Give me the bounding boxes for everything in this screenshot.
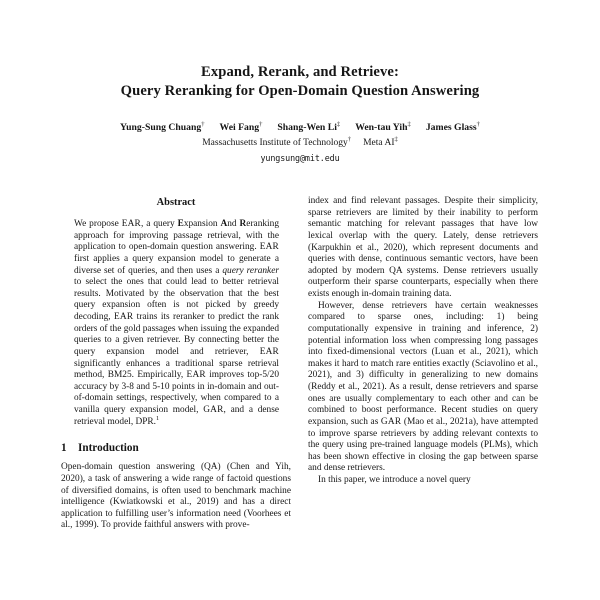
- affiliation-list: [0, 137, 600, 150]
- term-smallcaps: EAR: [259, 346, 279, 357]
- intro-paragraph-1: Open-domain question answering (QA) (Chen and Yih, 2020), a task of answering a wide range of factoid questions of diversified domains, is often used to benchmark machine intelligence (Kwiatkowski et al., 2019) and has a direct application to fulfilling user’s information need (Voorhees et al., 1999). To provide faithful answers with prove-: [61, 462, 291, 531]
- section-heading-introduction: [61, 441, 291, 455]
- author-list: [0, 121, 600, 134]
- author-affiliation-marker: ‡: [407, 120, 411, 128]
- term-smallcaps: GAR: [380, 416, 402, 427]
- term-smallcaps: EAR: [113, 312, 134, 322]
- term-smallcaps: EAR: [259, 242, 279, 253]
- contact-email: yungsung@mit.edu: [260, 153, 340, 163]
- author-affiliation-marker: †: [259, 120, 263, 128]
- term-smallcaps: EAR: [121, 219, 141, 229]
- author-affiliation-marker: †: [201, 120, 205, 128]
- author-2: Wei Fang†: [219, 120, 263, 133]
- author-1: Yung-Sung Chuang†: [120, 120, 205, 133]
- intro-paragraph-weaknesses: However, dense retrievers have certain weaknesses compared to sparse ones, including: 1) being computationally expensive in training and inference, 2) potential information loss when compressing long passages into fixed-dimensional vectors (Luan et al., 2021), which makes it hard to match rare entities exactly (Sciavolino et al., 2021), and 3) difficulty in generalizing to new domains (Reddy et al., 2021). As a result, dense retrievers and sparse ones are usually complementary to each other and can be combined to boost performance. Recent studies on query expansion, such as GAR (Mao et al., 2021a), have attempted to improve sparse retrievers by adding relevant contexts to the query using pre-trained language models (PLMs), which has been shown effective in closing the gap between sparse and dense retrievers.: [308, 300, 538, 474]
- affiliation-2: Meta AI‡: [363, 135, 398, 148]
- term-smallcaps: GAR: [203, 405, 224, 415]
- abstract-body: [74, 219, 279, 428]
- page-title: [0, 63, 600, 101]
- abstract-heading: Abstract: [156, 197, 196, 208]
- author-3: Shang-Wen Li‡: [277, 120, 341, 133]
- affiliation-marker: ‡: [394, 135, 398, 143]
- term-bold: A: [220, 219, 228, 229]
- section-title: Introduction: [78, 442, 139, 455]
- title-line-1: Expand, Rerank, and Retrieve:: [201, 64, 399, 80]
- title-line-2: Query Reranking for Open-Domain Question Answering: [120, 83, 480, 99]
- abstract-text: We propose EAR, a query Expansion And Reranking approach for improving passage retrieval, with the application to open-domain question answering. EAR first applies a query expansion model to generate a diverse set of queries, and then uses a query reranker to select the ones that could lead to better retrieval results. Motivated by the observation that the best query expansion often is not picked by greedy decoding, EAR trains its reranker to predict the rank orders of the gold passages when issuing the expanded queries to a given retriever. By connecting better the query expansion model and retriever, EAR significantly enhances a traditional sparse retrieval method, BM25. Empirically, EAR improves top-5/20 accuracy by 3-8 and 5-10 points in in-domain and out-of-domain settings, respectively, when compared to a vanilla query expansion model, GAR, and a dense retrieval model, DPR.$^1$: [74, 219, 279, 427]
- footnote-marker[interactable]: 1: [156, 414, 160, 422]
- title-block: [0, 0, 600, 101]
- term-bold: R: [239, 219, 247, 229]
- author-affiliation-marker: †: [476, 120, 480, 128]
- left-column: [61, 196, 291, 600]
- term-smallcaps: EAR: [186, 370, 206, 381]
- body-columns: [0, 196, 600, 600]
- intro-paragraph-final: In this paper, we introduce a novel query: [318, 475, 471, 485]
- term-bold: E: [177, 219, 184, 229]
- affiliation-marker: †: [347, 135, 352, 143]
- intro-paragraph-continued: index and find relevant passages. Despite their simplicity, sparse retrievers are limited by their inability to perform semantic matching for relevant passages that have low lexical overlap with the query. Lately, dense retrievers (Karpukhin et al., 2020), which represent documents and queries with dense, continuous semantic vectors, have been adopted by modern QA systems. Dense retrievers usually outperform their sparse counterparts, especially when there exists enough in-domain training data.: [308, 196, 538, 299]
- author-4: Wen-tau Yih‡: [355, 120, 411, 133]
- affiliation-1: Massachusetts Institute of Technology†: [202, 135, 352, 148]
- author-5: James Glass†: [425, 120, 480, 133]
- author-affiliation-marker: ‡: [336, 120, 341, 128]
- right-column: [308, 196, 538, 600]
- section-number: 1: [61, 442, 67, 455]
- term-italic: query reranker: [222, 265, 279, 276]
